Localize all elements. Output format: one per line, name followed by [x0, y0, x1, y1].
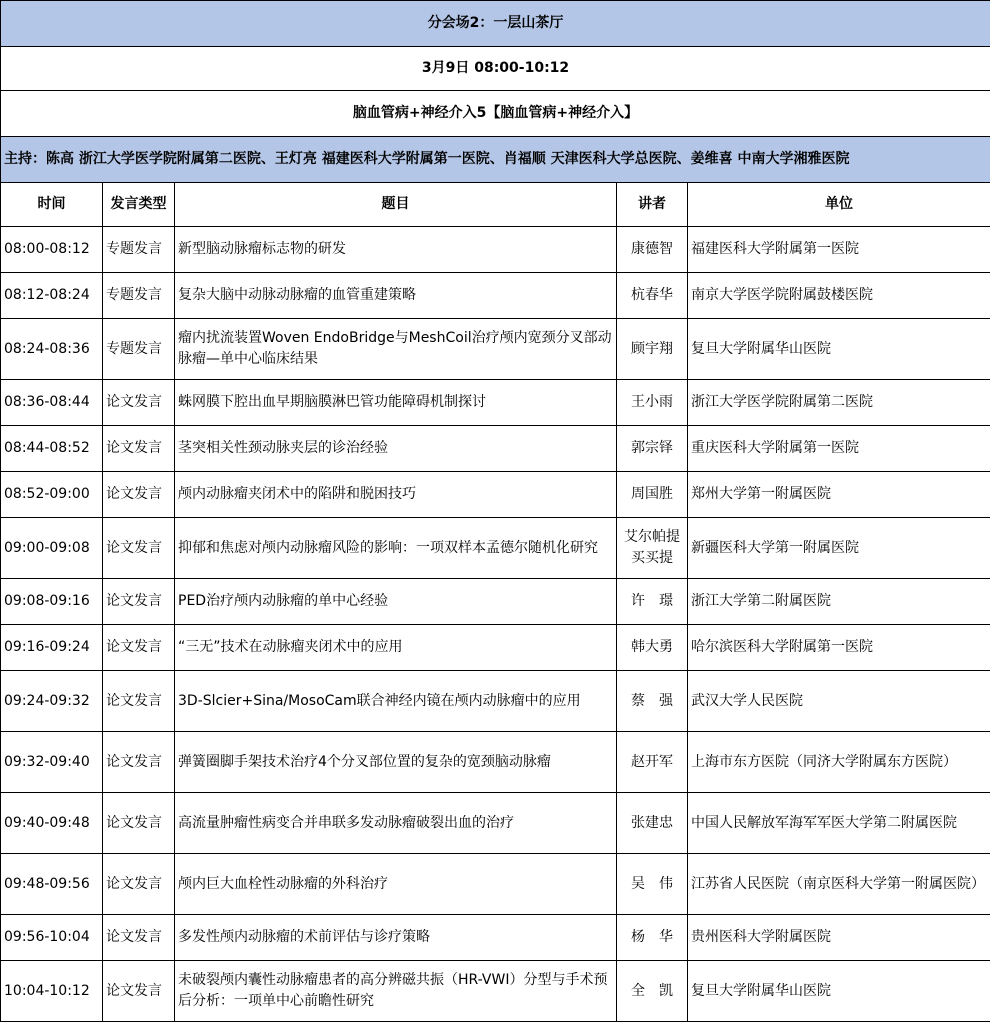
table-row	[1, 854, 990, 915]
row-unit: 中国人民解放军海军军医大学第二附属医院	[688, 793, 990, 854]
row-time: 10:04-10:12	[1, 961, 103, 1022]
row-title: 弹簧圈脚手架技术治疗4个分叉部位置的复杂的宽颈脑动脉瘤	[175, 732, 617, 793]
table-row	[1, 518, 990, 579]
row-time: 09:48-09:56	[1, 854, 103, 915]
row-speaker: 郭宗铎	[617, 426, 688, 472]
row-title: 复杂大脑中动脉动脉瘤的血管重建策略	[175, 273, 617, 319]
row-title: 高流量肿瘤性病变合并串联多发动脉瘤破裂出血的治疗	[175, 793, 617, 854]
row-speaker: 赵开军	[617, 732, 688, 793]
row-type: 专题发言	[103, 319, 175, 380]
table-row	[1, 319, 990, 380]
row-speaker: 许 璟	[617, 579, 688, 625]
row-type: 专题发言	[103, 227, 175, 273]
row-title: 多发性颅内动脉瘤的术前评估与诊疗策略	[175, 915, 617, 961]
header-speaker: 讲者	[617, 183, 688, 227]
session-date: 3月9日 08:00-10:12	[1, 47, 990, 91]
table-row	[1, 380, 990, 426]
row-unit: 哈尔滨医科大学附属第一医院	[688, 625, 990, 671]
row-speaker: 周国胜	[617, 472, 688, 518]
row-unit: 复旦大学附属华山医院	[688, 319, 990, 380]
row-speaker: 全 凯	[617, 961, 688, 1022]
row-time: 08:36-08:44	[1, 380, 103, 426]
topic-row	[1, 91, 990, 137]
row-time: 09:40-09:48	[1, 793, 103, 854]
row-unit: 福建医科大学附属第一医院	[688, 227, 990, 273]
row-type: 论文发言	[103, 732, 175, 793]
row-unit: 重庆医科大学附属第一医院	[688, 426, 990, 472]
table-row	[1, 732, 990, 793]
row-time: 09:24-09:32	[1, 671, 103, 732]
row-type: 论文发言	[103, 671, 175, 732]
date-row	[1, 47, 990, 91]
row-speaker: 艾尔帕提买买提	[617, 518, 688, 579]
row-speaker: 康德智	[617, 227, 688, 273]
row-type: 论文发言	[103, 426, 175, 472]
row-unit: 浙江大学医学院附属第二医院	[688, 380, 990, 426]
hosts-row	[1, 137, 990, 183]
table-row	[1, 915, 990, 961]
row-time: 08:12-08:24	[1, 273, 103, 319]
row-title: 3D-Slcier+Sina/MosoCam联合神经内镜在颅内动脉瘤中的应用	[175, 671, 617, 732]
table-row	[1, 426, 990, 472]
row-speaker: 蔡 强	[617, 671, 688, 732]
row-title: PED治疗颅内动脉瘤的单中心经验	[175, 579, 617, 625]
row-title: 未破裂颅内囊性动脉瘤患者的高分辨磁共振（HR-VWI）分型与手术预后分析：一项单中心前瞻性研究	[175, 961, 617, 1022]
session-topic: 脑血管病+神经介入5【脑血管病+神经介入】	[1, 91, 990, 137]
row-type: 论文发言	[103, 961, 175, 1022]
header-row	[1, 183, 990, 227]
row-unit: 南京大学医学院附属鼓楼医院	[688, 273, 990, 319]
row-unit: 武汉大学人民医院	[688, 671, 990, 732]
table-row	[1, 961, 990, 1022]
row-speaker: 韩大勇	[617, 625, 688, 671]
row-title: “三无”技术在动脉瘤夹闭术中的应用	[175, 625, 617, 671]
header-type: 发言类型	[103, 183, 175, 227]
venue-row	[1, 1, 990, 47]
row-speaker: 杭春华	[617, 273, 688, 319]
row-type: 论文发言	[103, 518, 175, 579]
row-time: 08:00-08:12	[1, 227, 103, 273]
row-type: 论文发言	[103, 380, 175, 426]
header-title: 题目	[175, 183, 617, 227]
row-time: 08:52-09:00	[1, 472, 103, 518]
row-unit: 江苏省人民医院（南京医科大学第一附属医院）	[688, 854, 990, 915]
row-unit: 浙江大学第二附属医院	[688, 579, 990, 625]
row-type: 论文发言	[103, 625, 175, 671]
row-type: 论文发言	[103, 579, 175, 625]
row-time: 09:00-09:08	[1, 518, 103, 579]
table-row	[1, 625, 990, 671]
row-speaker: 王小雨	[617, 380, 688, 426]
row-time: 09:32-09:40	[1, 732, 103, 793]
row-time: 08:44-08:52	[1, 426, 103, 472]
row-title: 新型脑动脉瘤标志物的研发	[175, 227, 617, 273]
row-title: 瘤内扰流装置Woven EndoBridge与MeshCoil治疗颅内宽颈分叉部动脉瘤—单中心临床结果	[175, 319, 617, 380]
row-unit: 郑州大学第一附属医院	[688, 472, 990, 518]
row-time: 08:24-08:36	[1, 319, 103, 380]
table-row	[1, 793, 990, 854]
row-unit: 复旦大学附属华山医院	[688, 961, 990, 1022]
row-type: 论文发言	[103, 915, 175, 961]
row-type: 论文发言	[103, 793, 175, 854]
row-title: 茎突相关性颈动脉夹层的诊治经验	[175, 426, 617, 472]
row-title: 颅内动脉瘤夹闭术中的陷阱和脱困技巧	[175, 472, 617, 518]
row-unit: 贵州医科大学附属医院	[688, 915, 990, 961]
session-hosts: 主持：陈高 浙江大学医学院附属第二医院、王灯亮 福建医科大学附属第一医院、肖福顺 天津医科大学总医院、姜维喜 中南大学湘雅医院	[1, 137, 990, 183]
row-time: 09:16-09:24	[1, 625, 103, 671]
row-title: 颅内巨大血栓性动脉瘤的外科治疗	[175, 854, 617, 915]
row-speaker: 张建忠	[617, 793, 688, 854]
table-row	[1, 273, 990, 319]
row-speaker: 顾宇翔	[617, 319, 688, 380]
table-row	[1, 472, 990, 518]
row-type: 论文发言	[103, 472, 175, 518]
row-time: 09:56-10:04	[1, 915, 103, 961]
row-unit: 新疆医科大学第一附属医院	[688, 518, 990, 579]
row-unit: 上海市东方医院（同济大学附属东方医院）	[688, 732, 990, 793]
row-type: 专题发言	[103, 273, 175, 319]
row-title: 蛛网膜下腔出血早期脑膜淋巴管功能障碍机制探讨	[175, 380, 617, 426]
venue-title: 分会场2：一层山茶厅	[1, 1, 990, 47]
row-time: 09:08-09:16	[1, 579, 103, 625]
row-type: 论文发言	[103, 854, 175, 915]
header-time: 时间	[1, 183, 103, 227]
row-title: 抑郁和焦虑对颅内动脉瘤风险的影响：一项双样本孟德尔随机化研究	[175, 518, 617, 579]
row-speaker: 吴 伟	[617, 854, 688, 915]
table-row	[1, 579, 990, 625]
row-speaker: 杨 华	[617, 915, 688, 961]
table-row	[1, 227, 990, 273]
header-unit: 单位	[688, 183, 990, 227]
table-row	[1, 671, 990, 732]
